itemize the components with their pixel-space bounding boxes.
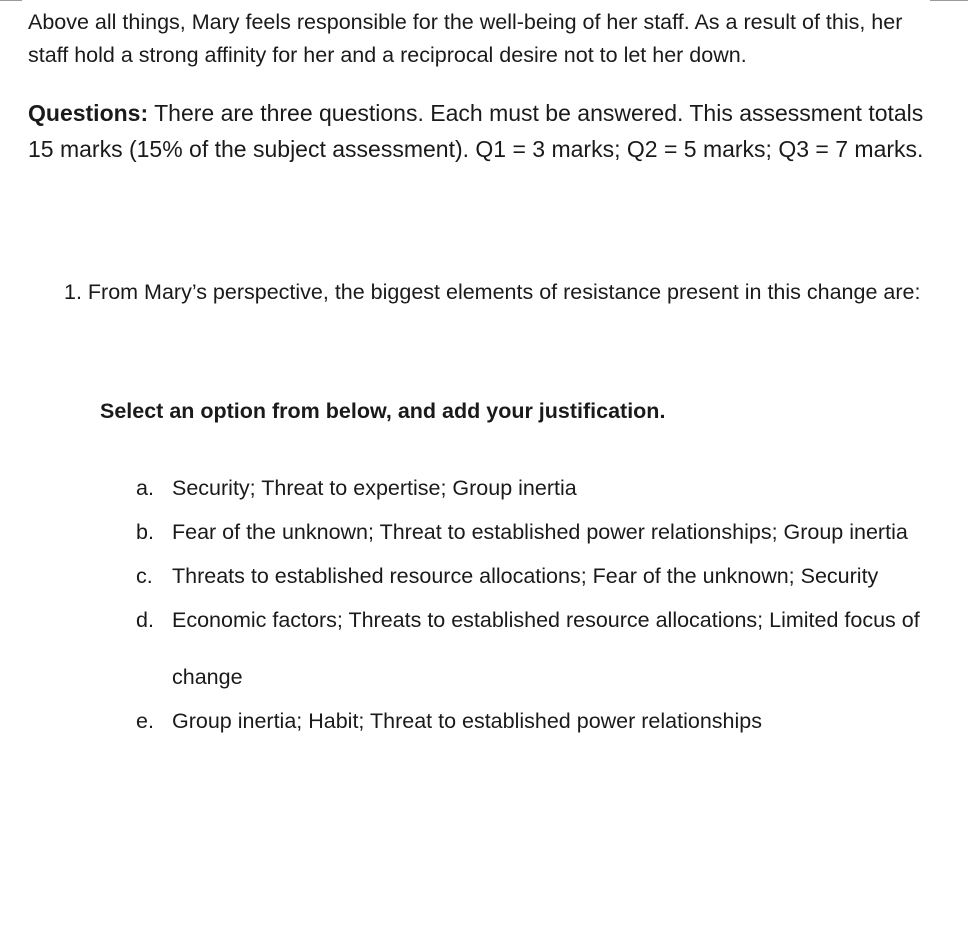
option-d [136, 592, 936, 706]
questions-paragraph [28, 95, 938, 167]
questions-label: Questions: [28, 100, 149, 126]
intro-paragraph: Above all things, Mary feels responsible for the well-being of her staff. As a result of this, her staff hold a strong affinity for her and a reciprocal desire not to let her down. [28, 10, 903, 67]
options-list [136, 460, 936, 750]
option-letter: a. [136, 476, 154, 500]
option-text: Economic factors; Threats to established resource allocations; Limited focus of change [172, 608, 920, 689]
option-text: Fear of the unknown; Threat to established power relationships; Group inertia [172, 520, 908, 544]
option-text: Security; Threat to expertise; Group inertia [172, 476, 577, 500]
option-letter: b. [136, 520, 154, 544]
option-letter: e. [136, 709, 154, 733]
top-divider-right [930, 0, 968, 1]
instruction-text: Select an option from below, and add your justification. [100, 399, 666, 423]
top-divider-left [0, 0, 22, 1]
option-text: Threats to established resource allocations; Fear of the unknown; Security [172, 564, 879, 588]
option-text: Group inertia; Habit; Threat to established power relationships [172, 709, 762, 733]
questions-text: There are three questions. Each must be answered. This assessment totals 15 marks (15% of the subject assessment). Q1 = 3 marks; Q2 = 5 marks; Q3 = 7 marks. [28, 100, 924, 162]
option-e [136, 693, 936, 750]
option-letter: d. [136, 608, 154, 632]
question-1-prompt: 1. From Mary’s perspective, the biggest elements of resistance present in this change are: [64, 280, 921, 304]
option-letter: c. [136, 564, 153, 588]
